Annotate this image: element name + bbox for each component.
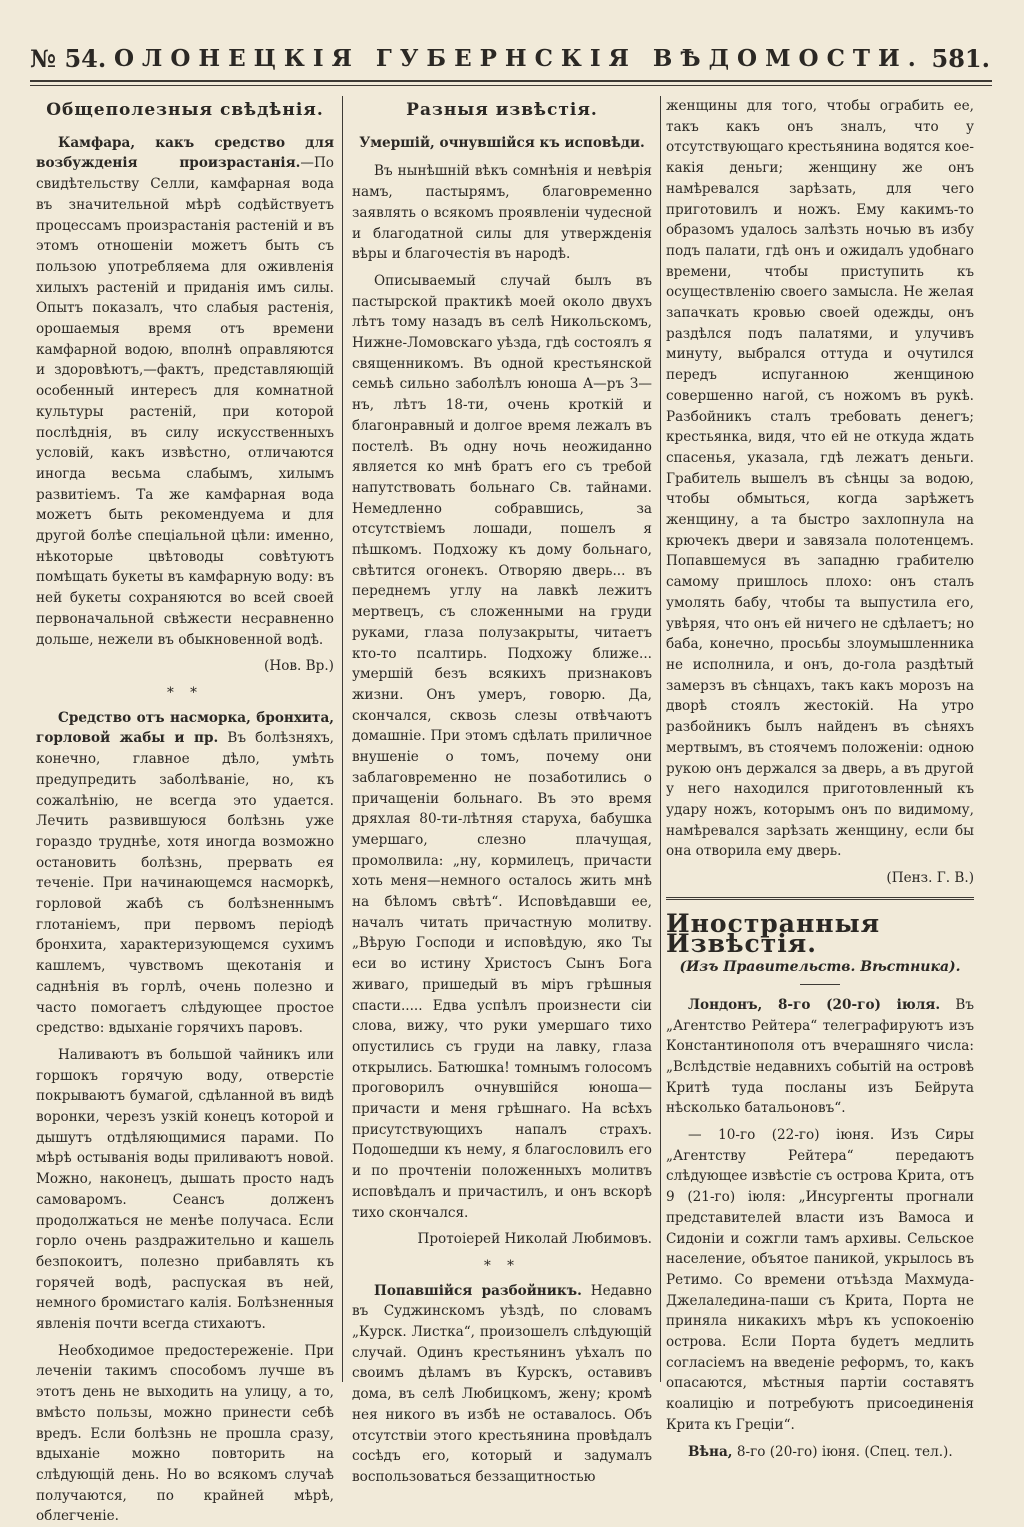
article-robber-source: (Пенз. Г. В.) [886,870,974,887]
news-london [666,995,974,1119]
newspaper-title: ОЛОНЕЦКІЯ ГУБЕРНСКІЯ ВѢДОМОСТИ. [114,44,924,72]
masthead-rule [30,80,992,82]
masthead-rule-thin [30,85,992,86]
section-heading-useful-info: Общеполезныя свѣдѣнія. [46,100,324,120]
column-divider-1 [342,96,343,1382]
news-vienna-lead: Вѣна, [688,1443,733,1460]
masthead [30,38,990,78]
article-cold-remedy-p2: Наливаютъ въ большой чайникъ или горшокъ горячую воду, отверстіе покрываютъ бумагой, сдѣланной въ видѣ воронки, черезъ узкій конецъ которой и дышутъ отдѣляющимися парами. По мѣрѣ остыванія воды приливаютъ новой. Можно, наконецъ, дышать просто надъ самоваромъ. Сеансъ долженъ продолжаться не менѣе получаса. Если горло очень раздражительно и кашель безпокоитъ, полезно прибавлять къ горячей водѣ, распуская въ ней, немного бромистаго калія. Болѣзненныя явленія почти всегда стихаютъ. [36,1046,334,1333]
section-heading-various-news: Разныя извѣстія. [406,100,598,120]
article-robber-continued: женщины для того, чтобы ограбить ее, такъ какъ онъ зналъ, что у отсутствующаго крестьянина водятся кое-какія деньги; женщину же онъ намѣревался зарѣзать, для чего приготовилъ и ножъ. Ему какимъ-то образомъ удалось залѣзть ночью въ избу подъ палати, гдѣ онъ и ожидалъ удобнаго времени, чтобы приступить къ осуществленію своего замысла. Не желая запачкать кровью своей одежды, онъ раздѣлся подъ палатями, и улучивъ минуту, выбрался оттуда и очутился передъ испуганною женщиною совершенно нагой, съ ножомъ въ рукѣ. Разбойникъ сталъ требовать денегъ; крестьянка, видя, что ей не откуда ждать спасенья, указала, гдѣ лежатъ деньги. Грабитель вышелъ въ сѣнцы за водою, чтобы обмыться, когда зарѣжетъ женщину, а та быстро захлопнула на крючекъ двери и завязала полотенцемъ. Попавшемуся въ западню грабителю самому пришлось плохо: онъ сталъ умолять бабу, чтобы та выпустила его, увѣряя, что онъ ей ничего не сдѣлаетъ; но баба, конечно, просьбы злоумышленника не исполнила, и онъ, до-гола раздѣтый замерзъ въ сѣнцахъ, такъ какъ морозъ на дворѣ стоялъ жестокій. На утро разбойникъ былъ найденъ въ сѣняхъ мертвымъ, въ стоячемъ положеніи: одною рукою онъ держался за дверь, а въ другой у него находился приготовленный къ удару ножъ, которымъ онъ по видимому, намѣревался зарѣзать женщину, если бы она отворила ему дверь. [666,98,974,860]
article-camphor-lead: Камфара, какъ средство для возбужденія произрастанія. [36,134,334,172]
news-london-text: Въ „Агентство Рейтера“ телеграфируютъ изъ Константинополя отъ вчерашняго числа: „Вслѣдствіе недавнихъ событій на островѣ Критѣ туда посланы изъ Бейрута нѣсколько батальоновъ“. [666,996,974,1117]
article-robber-text: Недавно въ Суджинскомъ уѣздѣ, по словамъ „Курск. Листка“, произошелъ слѣдующій случай. Одинъ крестьянинъ уѣхалъ по своимъ дѣламъ въ Курскъ, оставивъ дома, въ селѣ Любицкомъ, жену; кромѣ нея никого въ избѣ не оставалось. Объ отсутствіи этого крестьянина провѣдалъ сосѣдъ его, который и задумалъ воспользоваться беззащитностью [352,1282,652,1485]
article-revived-title: Умершій, очнувшійся къ исповѣди. [359,134,645,151]
section-subheading-source: (Изъ Правительств. Вѣстника). [679,959,961,976]
news-london-lead: Лондонъ, 8-го (20-го) іюля. [688,996,941,1013]
article-revived-p2: Описываемый случай былъ въ пастырской практикѣ моей около двухъ лѣтъ тому назадъ въ селѣ Никольскомъ, Нижне-Ломовскаго уѣзда, гдѣ состоялъ я священникомъ. Въ одной крестьянской семьѣ сильно заболѣлъ юноша А—ръ З—нъ, лѣтъ 18-ти, очень кроткій и благонравный и долгое время лежалъ въ постелѣ. Въ одну ночь неожиданно является ко мнѣ братъ его съ требой напутствовать больнаго Св. тайнами. Немедленно собравшись, за отсутствіемъ лошади, пошелъ я пѣшкомъ. Подхожу къ дому больнаго, свѣтится огонекъ. Отворяю дверь... въ переднемъ углу на лавкѣ лежитъ мертвецъ, съ сложенными на груди руками, глаза полузакрыты, читаетъ кто-то псалтирь. Подхожу ближе... умершій безъ всякихъ признаковъ жизни. Онъ умеръ, говорю. Да, скончался, сквозь слезы отвѣчаютъ домашніе. При этомъ сдѣлать приличное внушеніе о томъ, почему они заблаговременно не позаботились о причащеніи больнаго. Въ это время дряхлая 80-ти-лѣтняя старуха, бабушка умершаго, слезно плачущая, промолвила: „ну, кормилецъ, причасти хоть меня—немного осталось жить мнѣ на бѣломъ свѣтѣ“. Исповѣдавши ее, началъ читать причастную молитву. „Вѣрую Господи и исповѣдую, яко Ты еси во истину Христосъ Сынъ Бога живаго, пришедый въ міръ грѣшныя спасти..... Едва успѣлъ произнести сіи слова, вижу, что руки умершаго тихо опустились съ груди на лавку, глаза открылись. Батюшка! томнымъ голосомъ проговорилъ очнувшійся юноша—причасти и меня грѣшнаго. На всѣхъ присутствующихъ напалъ страхъ. Подошедши къ нему, я благословилъ его и по прочтеніи положенныхъ молитвъ исповѣдалъ и причастилъ, и онъ вскорѣ тихо скончался. [352,272,652,1221]
article-revived-signature: Протоіерей Николай Любимовъ. [417,1231,652,1248]
article-revived-p1: Въ нынѣшній вѣкъ сомнѣнія и невѣрія намъ, пастырямъ, благовременно заявлять о всякомъ проявленіи чудесной и благодатной силы для утвержденія вѣры и благочестія въ народѣ. [352,163,652,263]
column-divider-2 [660,96,661,1382]
article-camphor-source: (Нов. Вр.) [264,658,334,675]
news-vienna [666,1442,974,1463]
issue-number: № 54. [30,43,107,73]
asterism-divider: * * [167,684,203,701]
article-cold-remedy-text: Въ болѣзняхъ, конечно, главное дѣло, умѣть предупредить заболѣваніе, но, къ сожалѣнію, не всегда это удается. Лечить развившуюся болѣзнь уже гораздо труднѣе, хотя иногда возможно остановить болѣзнь, прервать ея теченіе. При начинающемся насморкѣ, горловой жабѣ съ болѣзненнымъ глотаніемъ, при первомъ періодѣ бронхита, характеризующемся сухимъ кашлемъ, чувствомъ щекотанія и саднѣнія въ горлѣ, очень полезно и часто помогаетъ слѣдующее простое средство: вдыханіе горячихъ паровъ. [36,730,334,1037]
section-divider [666,897,974,900]
column-1 [36,96,334,1525]
article-cold-remedy-lead: Средство отъ насморка, бронхита, горловой жабы и пр. [36,709,334,747]
article-camphor [36,133,334,651]
article-robber [352,1281,652,1488]
news-syra: — 10-го (22-го) іюня. Изъ Сиры „Агентству Рейтера“ передаютъ слѣдующее извѣстіе съ острова Крита, отъ 9 (21-го) іюля: „Инсургенты прогнали представителей власти изъ Вамоса и Сидоніи и сожгли тамъ архивы. Сельское население, объятое паникой, укрылось въ Ретимо. Со времени отъѣзда Махмуда-Джелаледина-паши съ Крита, Порта не приняла никакихъ мѣръ къ успокоенію острова. Если Порта будетъ медлить согласіемъ на введеніе реформъ, то, какъ опасаются, мѣстныя партіи составятъ коалицію и потребуютъ присоединенія Крита къ Греціи“. [666,1127,974,1433]
article-robber-lead: Попавшійся разбойникъ. [374,1282,582,1299]
asterism-divider-2: * * [484,1257,520,1274]
article-camphor-text: —По свидѣтельству Селли, камфарная вода въ значительной мѣрѣ содѣйствуетъ процессамъ произрастанія растеній и въ этомъ отношеніи можетъ быть съ пользою употребляема для оживленія хилыхъ растеній и приданія имъ силы. Опытъ показалъ, что слабыя растенія, орошаемыя время отъ времени камфарной водою, вполнѣ оправляются и здоровѣютъ,—фактъ, представляющій особенный интересъ для комнатной культуры растеній, при которой послѣднія, въ силу искусственныхъ условій, какъ извѣстно, отличаются иногда весьма слабымъ, хилымъ развитіемъ. Та же камфарная вода можетъ быть рекомендуема и для другой болѣе спеціальной цѣли: именно, нѣкоторые цвѣтоводы совѣтуютъ помѣщать букеты въ камфарную воду: въ ней букеты сохраняются во всей своей первоначальной свѣжести несравненно дольше, нежели въ обыкновенной водѣ. [36,155,334,648]
news-vienna-text: 8-го (20-го) іюня. (Спец. тел.). [736,1443,953,1460]
section-heading-foreign-news: Иностранныя Извѣстія. [666,908,881,959]
page-number: 581. [931,43,990,73]
short-rule [800,984,840,985]
column-2 [352,96,652,1485]
column-3 [666,96,974,1460]
article-cold-remedy-p3: Необходимое предостереженіе. При леченіи такимъ способомъ лучше въ этотъ день не выходить на улицу, а то, вмѣсто пользы, можно принести себѣ вредъ. Если болѣзнь не прошла сразу, вдыханіе можно повторить на слѣдующій день. Но во всякомъ случаѣ получаются, по крайней мѣрѣ, облегченіе. [36,1342,334,1525]
article-cold-remedy [36,708,334,1039]
